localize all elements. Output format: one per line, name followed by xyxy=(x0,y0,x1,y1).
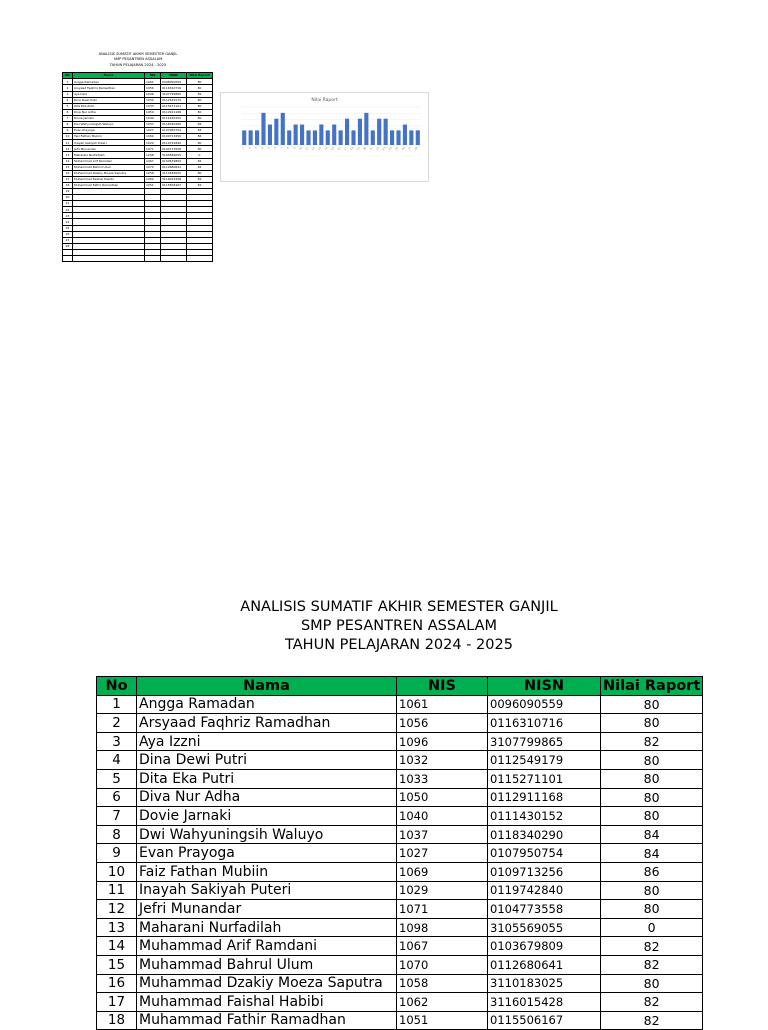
chart-category-label: 25 xyxy=(394,146,400,152)
cell-nis: 1027 xyxy=(397,844,488,863)
thumbnail-cell: 13 xyxy=(63,152,73,158)
thumbnail-cell: 10 xyxy=(63,134,73,140)
thumbnail-cell: 0115271101 xyxy=(161,103,187,109)
cell-no: 10 xyxy=(97,862,137,881)
chart-category-label: 19 xyxy=(356,146,361,152)
thumbnail-cell: 3110183025 xyxy=(161,170,187,176)
thumbnail-cell: Muhammad Arif Ramdani xyxy=(73,158,145,164)
cell-nis: 1051 xyxy=(397,1011,488,1030)
thumbnail-cell xyxy=(187,256,213,262)
cell-nisn: 0104773558 xyxy=(488,900,601,919)
chart-bar xyxy=(416,130,420,145)
bar-chart xyxy=(221,93,428,181)
thumbnail-cell: Muhammad Bahrul Ulum xyxy=(73,164,145,170)
chart-category-label: 5 xyxy=(267,146,271,150)
cell-nilai: 82 xyxy=(601,993,703,1012)
cell-nama: Jefri Munandar xyxy=(137,900,397,919)
cell-nisn: 3107799865 xyxy=(488,732,601,751)
thumbnail-cell: 0115506167 xyxy=(161,182,187,188)
chart-category-label: 1 xyxy=(241,146,245,150)
cell-nis: 1062 xyxy=(397,993,488,1012)
table-row xyxy=(97,825,703,844)
thumbnail-cell: Jefri Munandar xyxy=(73,146,145,152)
thumbnail-cell: 0112911168 xyxy=(161,109,187,115)
cell-no: 14 xyxy=(97,937,137,956)
thumbnail-cell: 0111430152 xyxy=(161,115,187,121)
cell-nis: 1071 xyxy=(397,900,488,919)
cell-no: 17 xyxy=(97,993,137,1012)
header-nilai-raport: Nilai Raport xyxy=(601,677,703,696)
chart-bar xyxy=(300,125,304,145)
thumbnail-cell: Arsyaad Faqhriz Ramadhan xyxy=(73,85,145,91)
thumbnail-cell: 20 xyxy=(63,195,73,201)
thumbnail-cell: Inayah Sakiyah Puteri xyxy=(73,140,145,146)
thumbnail-cell: 80 xyxy=(187,146,213,152)
thumbnail-cell: 80 xyxy=(187,103,213,109)
thumbnail-cell: Dita Eka Putri xyxy=(73,103,145,109)
thumbnail-cell: 82 xyxy=(187,182,213,188)
thumbnail-cell: 80 xyxy=(187,140,213,146)
cell-no: 9 xyxy=(97,844,137,863)
thumbnail-cell: 86 xyxy=(187,134,213,140)
cell-nis: 1096 xyxy=(397,732,488,751)
thumbnail-header-nis: NIS xyxy=(145,73,161,79)
chart-category-label: 28 xyxy=(414,146,419,152)
cell-nilai: 84 xyxy=(601,825,703,844)
cell-nama: Angga Ramadan xyxy=(137,695,397,714)
chart-category-label: 17 xyxy=(343,146,348,152)
chart-bar xyxy=(294,125,298,145)
grades-table xyxy=(96,676,703,1030)
thumbnail-header-nilai: Nilai Raport xyxy=(187,73,213,79)
thumbnail-cell: 80 xyxy=(187,79,213,85)
thumbnail-cell: 1040 xyxy=(145,115,161,121)
thumbnail-cell: Muhammad Dzakiy Moeza Saputra xyxy=(73,170,145,176)
thumbnail-cell: 17 xyxy=(63,176,73,182)
cell-no: 2 xyxy=(97,714,137,733)
table-row xyxy=(97,862,703,881)
chart-category-label: 7 xyxy=(280,146,284,150)
thumbnail-cell: 21 xyxy=(63,201,73,207)
thumbnail-title-line-3: TAHUN PELAJARAN 2024 - 2025 xyxy=(109,62,167,67)
document-title xyxy=(96,598,702,655)
thumbnail-table-body xyxy=(63,79,213,262)
cell-nilai: 0 xyxy=(601,918,703,937)
table-row xyxy=(97,695,703,714)
thumbnail-cell: 4 xyxy=(63,97,73,103)
cell-nilai: 84 xyxy=(601,844,703,863)
thumbnail-cell xyxy=(145,256,161,262)
cell-nama: Dita Eka Putri xyxy=(137,769,397,788)
thumbnail-cell: 22 xyxy=(63,207,73,213)
chart-bar xyxy=(268,125,272,145)
cell-nama: Muhammad Arif Ramdani xyxy=(137,937,397,956)
thumbnail-cell: 3105569055 xyxy=(161,152,187,158)
thumbnail-cell: 82 xyxy=(187,158,213,164)
chart-bar xyxy=(281,113,285,145)
chart-bar xyxy=(255,130,259,145)
cell-nis: 1040 xyxy=(397,807,488,826)
chart-category-label: 20 xyxy=(362,146,368,152)
thumbnail-cell: 0107950754 xyxy=(161,128,187,134)
cell-nilai: 86 xyxy=(601,862,703,881)
thumbnail-cell: 27 xyxy=(63,237,73,243)
thumbnail-cell: 0096090559 xyxy=(161,79,187,85)
cell-nama: Dwi Wahyuningsih Waluyo xyxy=(137,825,397,844)
cell-nilai: 82 xyxy=(601,1011,703,1030)
chart-bar xyxy=(261,113,265,145)
cell-no: 6 xyxy=(97,788,137,807)
thumbnail-cell: 5 xyxy=(63,103,73,109)
title-line-3: TAHUN PELAJARAN 2024 - 2025 xyxy=(285,637,513,653)
header-nisn: NISN xyxy=(488,677,601,696)
cell-nis: 1067 xyxy=(397,937,488,956)
cell-nilai: 80 xyxy=(601,695,703,714)
cell-nis: 1061 xyxy=(397,695,488,714)
thumbnail-cell: Evan Prayoga xyxy=(73,128,145,134)
thumbnail-header-no: No xyxy=(63,73,73,79)
chart-category-label: 3 xyxy=(254,146,258,150)
table-row xyxy=(97,732,703,751)
cell-no: 13 xyxy=(97,918,137,937)
chart-category-label: 10 xyxy=(298,146,303,152)
table-row xyxy=(97,769,703,788)
thumbnail-cell: 0109713256 xyxy=(161,134,187,140)
chart-category-label: 15 xyxy=(330,146,335,152)
cell-nama: Dovie Jarnaki xyxy=(137,807,397,826)
chart-category-label: 14 xyxy=(324,146,329,152)
table-body xyxy=(97,695,703,1030)
thumbnail-cell: 82 xyxy=(187,164,213,170)
thumbnail-header-nisn: NISN xyxy=(161,73,187,79)
thumbnail-cell: 3116015428 xyxy=(161,176,187,182)
cell-nisn: 0103679809 xyxy=(488,937,601,956)
thumbnail-cell: 82 xyxy=(187,176,213,182)
table-row xyxy=(97,844,703,863)
table-row xyxy=(97,881,703,900)
cell-nilai: 80 xyxy=(601,751,703,770)
thumbnail-cell: 26 xyxy=(63,231,73,237)
thumbnail-cell: 25 xyxy=(63,225,73,231)
thumbnail-cell: 28 xyxy=(63,243,73,249)
chart-bar xyxy=(306,130,310,145)
chart-category-label: 8 xyxy=(286,146,290,150)
thumbnail-row xyxy=(63,256,213,262)
cell-nis: 1069 xyxy=(397,862,488,881)
cell-nama: Aya Izzni xyxy=(137,732,397,751)
cell-nisn: 3116015428 xyxy=(488,993,601,1012)
thumbnail-cell: 23 xyxy=(63,213,73,219)
thumbnail-cell: 1067 xyxy=(145,158,161,164)
thumbnail-cell: Dwi Wahyuningsih Waluyo xyxy=(73,121,145,127)
chart-category-label: 26 xyxy=(401,146,406,152)
chart-category-label: 21 xyxy=(369,146,374,152)
thumbnail-cell: 84 xyxy=(187,128,213,134)
thumbnail-cell: 0116310716 xyxy=(161,85,187,91)
cell-nisn: 0112549179 xyxy=(488,751,601,770)
cell-nama: Muhammad Faishal Habibi xyxy=(137,993,397,1012)
chart-title: Nilai Raport xyxy=(311,98,338,103)
table-row xyxy=(97,993,703,1012)
header-nis: NIS xyxy=(397,677,488,696)
cell-no: 15 xyxy=(97,955,137,974)
thumbnail-cell: 0119742840 xyxy=(161,140,187,146)
thumbnail-cell: 80 xyxy=(187,109,213,115)
thumbnail-title xyxy=(62,52,214,68)
thumbnail-cell xyxy=(73,256,145,262)
cell-nisn: 0096090559 xyxy=(488,695,601,714)
cell-no: 18 xyxy=(97,1011,137,1030)
thumbnail-cell: 80 xyxy=(187,170,213,176)
table-header-row xyxy=(97,677,703,696)
thumbnail-title-line-2: SMP PESANTREN ASSALAM xyxy=(113,57,163,62)
chart-bar xyxy=(313,130,317,145)
cell-nilai: 80 xyxy=(601,807,703,826)
thumbnail-cell: 14 xyxy=(63,158,73,164)
thumbnail-cell: 80 xyxy=(187,115,213,121)
thumbnail-cell: 84 xyxy=(187,121,213,127)
title-line-1: ANALISIS SUMATIF AKHIR SEMESTER GANJIL xyxy=(240,599,558,615)
thumbnail-cell: 1058 xyxy=(145,170,161,176)
table-row xyxy=(97,900,703,919)
thumbnail-cell: 1061 xyxy=(145,79,161,85)
thumbnail-cell: 16 xyxy=(63,170,73,176)
cell-nis: 1037 xyxy=(397,825,488,844)
chart-bar xyxy=(339,130,343,145)
thumbnail-cell: 3 xyxy=(63,91,73,97)
chart-bar xyxy=(358,119,362,145)
cell-nis: 1058 xyxy=(397,974,488,993)
thumbnail-cell: 0112549179 xyxy=(161,97,187,103)
thumbnail-cell: 1037 xyxy=(145,121,161,127)
header-nama: Nama xyxy=(137,677,397,696)
chart-bar xyxy=(364,113,368,145)
cell-no: 5 xyxy=(97,769,137,788)
cell-no: 7 xyxy=(97,807,137,826)
thumbnail-cell: 82 xyxy=(187,91,213,97)
chart-category-label: 11 xyxy=(304,146,310,152)
chart-bar xyxy=(351,130,355,145)
chart-bar xyxy=(287,130,291,145)
cell-nama: Arsyaad Faqhriz Ramadhan xyxy=(137,714,397,733)
thumbnail-cell: 1098 xyxy=(145,152,161,158)
cell-no: 1 xyxy=(97,695,137,714)
chart-bar xyxy=(377,119,381,145)
thumbnail-cell: Faiz Fathan Mubiin xyxy=(73,134,145,140)
chart-bar xyxy=(371,130,375,145)
cell-nis: 1056 xyxy=(397,714,488,733)
chart-category-label: 24 xyxy=(388,146,393,152)
chart-category-label: 16 xyxy=(336,146,342,152)
title-line-2: SMP PESANTREN ASSALAM xyxy=(300,618,498,634)
header-no: No xyxy=(97,677,137,696)
cell-nama: Inayah Sakiyah Puteri xyxy=(137,881,397,900)
cell-nama: Diva Nur Adha xyxy=(137,788,397,807)
thumbnail-cell: 1 xyxy=(63,79,73,85)
thumbnail-cell: 15 xyxy=(63,164,73,170)
table-row xyxy=(97,955,703,974)
thumbnail-cell: 1032 xyxy=(145,97,161,103)
cell-nis: 1070 xyxy=(397,955,488,974)
chart-bar xyxy=(409,130,413,145)
thumbnail-cell: 1096 xyxy=(145,91,161,97)
thumbnail-cell xyxy=(161,256,187,262)
thumbnail-cell: Maharani Nurfadilah xyxy=(73,152,145,158)
cell-nilai: 80 xyxy=(601,714,703,733)
table-row xyxy=(97,1011,703,1030)
table-row xyxy=(97,751,703,770)
chart-bar xyxy=(274,119,278,145)
chart-panel[interactable] xyxy=(220,92,429,182)
thumbnail-cell: 1050 xyxy=(145,109,161,115)
cell-nisn: 3110183025 xyxy=(488,974,601,993)
table-row xyxy=(97,788,703,807)
thumbnail-cell: 0118340290 xyxy=(161,121,187,127)
cell-no: 11 xyxy=(97,881,137,900)
thumbnail-cell: 1069 xyxy=(145,134,161,140)
thumbnail-cell: 1027 xyxy=(145,128,161,134)
cell-nisn: 0107950754 xyxy=(488,844,601,863)
table-row xyxy=(97,807,703,826)
thumbnail-cell: 9 xyxy=(63,128,73,134)
thumbnail-cell: Muhammad Faishal Habibi xyxy=(73,176,145,182)
cell-nisn: 0112911168 xyxy=(488,788,601,807)
chart-bar xyxy=(326,130,330,145)
table-row xyxy=(97,918,703,937)
cell-nis: 1033 xyxy=(397,769,488,788)
cell-nama: Muhammad Dzakiy Moeza Saputra xyxy=(137,974,397,993)
cell-nisn: 0112680641 xyxy=(488,955,601,974)
thumbnail-cell: 1051 xyxy=(145,182,161,188)
thumbnail-cell: 80 xyxy=(187,85,213,91)
cell-nisn: 0109713256 xyxy=(488,862,601,881)
thumbnail-cell: 1056 xyxy=(145,85,161,91)
thumbnail-cell: 19 xyxy=(63,189,73,195)
chart-bar xyxy=(345,119,349,145)
cell-nis: 1029 xyxy=(397,881,488,900)
cell-nama: Dina Dewi Putri xyxy=(137,751,397,770)
thumbnail-cell: 2 xyxy=(63,85,73,91)
cell-nis: 1098 xyxy=(397,918,488,937)
chart-category-label: 2 xyxy=(248,146,252,150)
chart-bar xyxy=(332,125,336,145)
thumbnail-cell: 6 xyxy=(63,109,73,115)
cell-nisn: 3105569055 xyxy=(488,918,601,937)
thumbnail-cell: 0104773558 xyxy=(161,146,187,152)
thumbnail-header-nama: Nama xyxy=(73,73,145,79)
cell-nilai: 80 xyxy=(601,974,703,993)
thumbnail-cell: 24 xyxy=(63,219,73,225)
chart-bar xyxy=(242,130,246,145)
cell-nilai: 80 xyxy=(601,788,703,807)
thumbnail-cell: Dovie Jarnaki xyxy=(73,115,145,121)
cell-nisn: 0118340290 xyxy=(488,825,601,844)
chart-bar xyxy=(319,125,323,145)
cell-no: 12 xyxy=(97,900,137,919)
thumbnail-cell: 0112680641 xyxy=(161,164,187,170)
thumbnail-cell: 18 xyxy=(63,182,73,188)
cell-nilai: 80 xyxy=(601,881,703,900)
thumbnail-cell: 11 xyxy=(63,140,73,146)
cell-nilai: 82 xyxy=(601,732,703,751)
cell-nilai: 80 xyxy=(601,769,703,788)
chart-bar xyxy=(384,119,388,145)
thumbnail-cell: 1033 xyxy=(145,103,161,109)
thumbnail-cell: 0 xyxy=(187,152,213,158)
thumbnail-cell: 1071 xyxy=(145,146,161,152)
cell-nama: Evan Prayoga xyxy=(137,844,397,863)
table-row xyxy=(97,974,703,993)
cell-no: 3 xyxy=(97,732,137,751)
cell-nama: Maharani Nurfadilah xyxy=(137,918,397,937)
thumbnail-cell: 1062 xyxy=(145,176,161,182)
cell-no: 4 xyxy=(97,751,137,770)
thumbnail-cell: Diva Nur Adha xyxy=(73,109,145,115)
thumbnail-cell: 12 xyxy=(63,146,73,152)
chart-bar xyxy=(390,130,394,145)
cell-nilai: 80 xyxy=(601,900,703,919)
thumbnail-cell xyxy=(63,256,73,262)
thumbnail-cell: Muhammad Fathir Ramadhan xyxy=(73,182,145,188)
chart-category-label: 23 xyxy=(381,146,387,152)
chart-category-label: 12 xyxy=(311,146,316,152)
chart-category-label: 4 xyxy=(260,146,265,150)
thumbnail-cell: 1070 xyxy=(145,164,161,170)
chart-category-label: 18 xyxy=(349,146,355,152)
thumbnail-table xyxy=(62,72,213,262)
table-row xyxy=(97,937,703,956)
thumbnail-cell: 1029 xyxy=(145,140,161,146)
chart-bar xyxy=(249,130,253,145)
chart-bar xyxy=(396,130,400,145)
thumbnail-cell: Dina Dewi Putri xyxy=(73,97,145,103)
thumbnail-title-line-1: ANALISIS SUMATIF AKHIR SEMESTER GANJIL xyxy=(98,52,178,56)
page-thumbnail xyxy=(62,52,214,262)
thumbnail-cell: 80 xyxy=(187,97,213,103)
chart-category-label: 22 xyxy=(375,146,380,152)
cell-nis: 1050 xyxy=(397,788,488,807)
cell-nama: Muhammad Bahrul Ulum xyxy=(137,955,397,974)
cell-nisn: 0116310716 xyxy=(488,714,601,733)
cell-nisn: 0119742840 xyxy=(488,881,601,900)
chart-category-label: 27 xyxy=(407,146,413,152)
cell-nama: Faiz Fathan Mubiin xyxy=(137,862,397,881)
cell-no: 8 xyxy=(97,825,137,844)
cell-nama: Muhammad Fathir Ramadhan xyxy=(137,1011,397,1030)
thumbnail-cell: 7 xyxy=(63,115,73,121)
chart-bar xyxy=(403,125,407,145)
cell-no: 16 xyxy=(97,974,137,993)
chart-category-label: 6 xyxy=(273,146,278,150)
thumbnail-cell: 3107799865 xyxy=(161,91,187,97)
cell-nisn: 0111430152 xyxy=(488,807,601,826)
chart-category-label: 9 xyxy=(293,146,297,150)
thumbnail-cell: 0103679809 xyxy=(161,158,187,164)
thumbnail-cell: Angga Ramadan xyxy=(73,79,145,85)
cell-nilai: 82 xyxy=(601,937,703,956)
cell-nilai: 82 xyxy=(601,955,703,974)
cell-nis: 1032 xyxy=(397,751,488,770)
table-row xyxy=(97,714,703,733)
thumbnail-cell: Aya Izzni xyxy=(73,91,145,97)
cell-nisn: 0115271101 xyxy=(488,769,601,788)
chart-category-label: 13 xyxy=(317,146,323,152)
thumbnail-cell: 8 xyxy=(63,121,73,127)
cell-nisn: 0115506167 xyxy=(488,1011,601,1030)
